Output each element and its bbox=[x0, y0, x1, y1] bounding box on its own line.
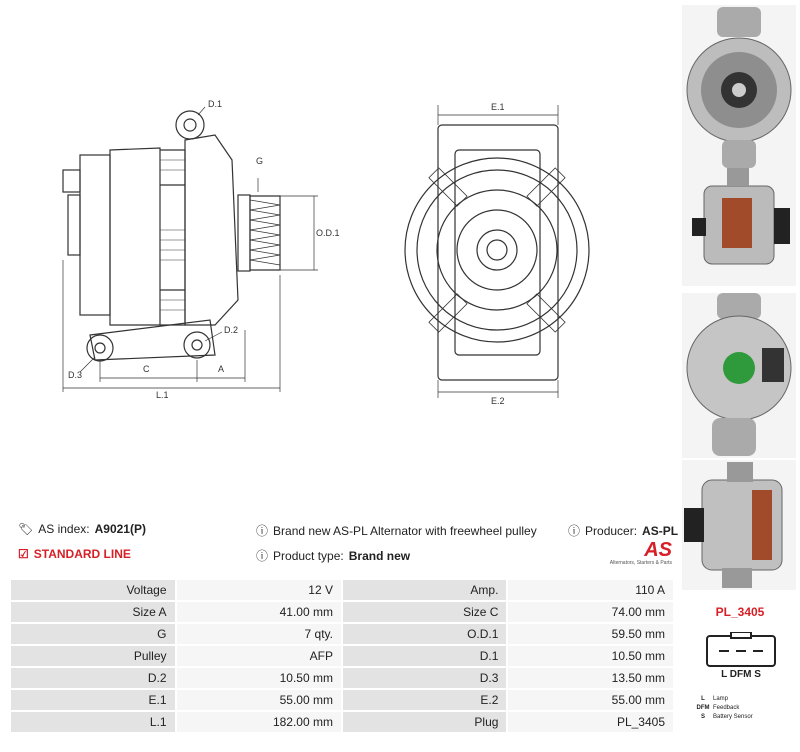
checkbox-icon: ☑ bbox=[18, 547, 29, 561]
spec-value: 41.00 mm bbox=[177, 602, 341, 622]
spec-value: 74.00 mm bbox=[508, 602, 673, 622]
rear-housing bbox=[110, 148, 160, 325]
spec-row bbox=[11, 602, 673, 622]
product-type-value: Brand new bbox=[348, 548, 411, 563]
spec-label: Size C bbox=[343, 602, 506, 622]
mount-d2 bbox=[184, 332, 210, 358]
spec-value: 10.50 mm bbox=[508, 646, 673, 666]
rear-cover bbox=[80, 155, 110, 315]
spec-row bbox=[11, 624, 673, 644]
spec-value: 59.50 mm bbox=[508, 624, 673, 644]
spec-value: 13.50 mm bbox=[508, 668, 673, 688]
info-icon: ⓘ bbox=[256, 549, 269, 563]
as-index-value: A9021(P) bbox=[94, 522, 146, 536]
plug-legend bbox=[693, 694, 793, 721]
pulley-hub bbox=[477, 230, 517, 270]
spec-row bbox=[11, 690, 673, 710]
label-a: A bbox=[218, 364, 225, 374]
as-index: 🏷︎ AS index: A9021(P) bbox=[18, 522, 146, 536]
label-e2: E.2 bbox=[491, 396, 505, 406]
plug-code: PL_3405 bbox=[715, 605, 765, 619]
legend-row: L Lamp bbox=[701, 695, 729, 702]
product-photo-rear[interactable] bbox=[682, 293, 796, 458]
label-g: G bbox=[256, 156, 264, 166]
spec-value: 182.00 mm bbox=[177, 712, 341, 732]
product-photo-side[interactable] bbox=[682, 168, 796, 286]
plug-connector-icon bbox=[705, 632, 777, 668]
spec-label: O.D.1 bbox=[343, 624, 506, 644]
spec-value: AFP bbox=[177, 646, 341, 666]
mount-d1 bbox=[176, 111, 204, 139]
label-e1: E.1 bbox=[491, 102, 505, 112]
front-outer-ring bbox=[405, 158, 589, 342]
spec-row bbox=[11, 580, 673, 600]
spec-row bbox=[11, 668, 673, 688]
spec-label: G bbox=[11, 624, 175, 644]
tags-icon: 🏷︎ bbox=[18, 522, 34, 536]
label-d1: D.1 bbox=[208, 99, 223, 109]
product-line bbox=[18, 547, 131, 561]
legend-row: S Battery Sensor bbox=[700, 713, 753, 720]
asp-logo: AS Alternators, Starters & Parts bbox=[609, 539, 672, 566]
producer-value: AS-PL bbox=[642, 523, 679, 538]
legend-row: DFM Feedback bbox=[696, 704, 740, 711]
info-icon: ⓘ bbox=[568, 524, 581, 538]
specs-table bbox=[9, 578, 675, 734]
description: ⓘ Brand new AS-PL Alternator with freewheel pulley bbox=[256, 523, 537, 538]
label-l1: L.1 bbox=[156, 390, 169, 400]
spec-label: E.2 bbox=[343, 690, 506, 710]
spec-row bbox=[11, 712, 673, 732]
product-photo-top[interactable] bbox=[682, 460, 796, 590]
spec-label: D.3 bbox=[343, 668, 506, 688]
spec-value: 110 A bbox=[508, 580, 673, 600]
spec-label: Amp. bbox=[343, 580, 506, 600]
spec-value: 10.50 mm bbox=[177, 668, 341, 688]
spec-label: E.1 bbox=[11, 690, 175, 710]
spec-row bbox=[11, 646, 673, 666]
info-icon: ⓘ bbox=[256, 524, 269, 538]
spec-label: Pulley bbox=[11, 646, 175, 666]
spec-label: L.1 bbox=[11, 712, 175, 732]
label-od1: O.D.1 bbox=[316, 228, 340, 238]
plug-pins: L DFM S bbox=[721, 669, 761, 680]
spec-label: D.1 bbox=[343, 646, 506, 666]
producer: ⓘ Producer: AS-PL bbox=[568, 523, 679, 538]
mount-d3 bbox=[87, 335, 113, 361]
product-type: ⓘ Product type: Brand new bbox=[256, 548, 411, 563]
spec-label: Voltage bbox=[11, 580, 175, 600]
label-d3: D.3 bbox=[68, 370, 83, 380]
label-c: C bbox=[143, 364, 150, 374]
spec-value: 55.00 mm bbox=[177, 690, 341, 710]
product-photo-front[interactable] bbox=[682, 5, 796, 170]
spec-value: 12 V bbox=[177, 580, 341, 600]
spec-label: Size A bbox=[11, 602, 175, 622]
spec-value: 55.00 mm bbox=[508, 690, 673, 710]
spec-label: D.2 bbox=[11, 668, 175, 688]
spec-value: 7 qty. bbox=[177, 624, 341, 644]
front-housing bbox=[185, 135, 238, 325]
spec-value: PL_3405 bbox=[508, 712, 673, 732]
product-line-label: STANDARD LINE bbox=[33, 547, 131, 561]
label-d2: D.2 bbox=[224, 325, 239, 335]
spec-label: Plug bbox=[343, 712, 506, 732]
